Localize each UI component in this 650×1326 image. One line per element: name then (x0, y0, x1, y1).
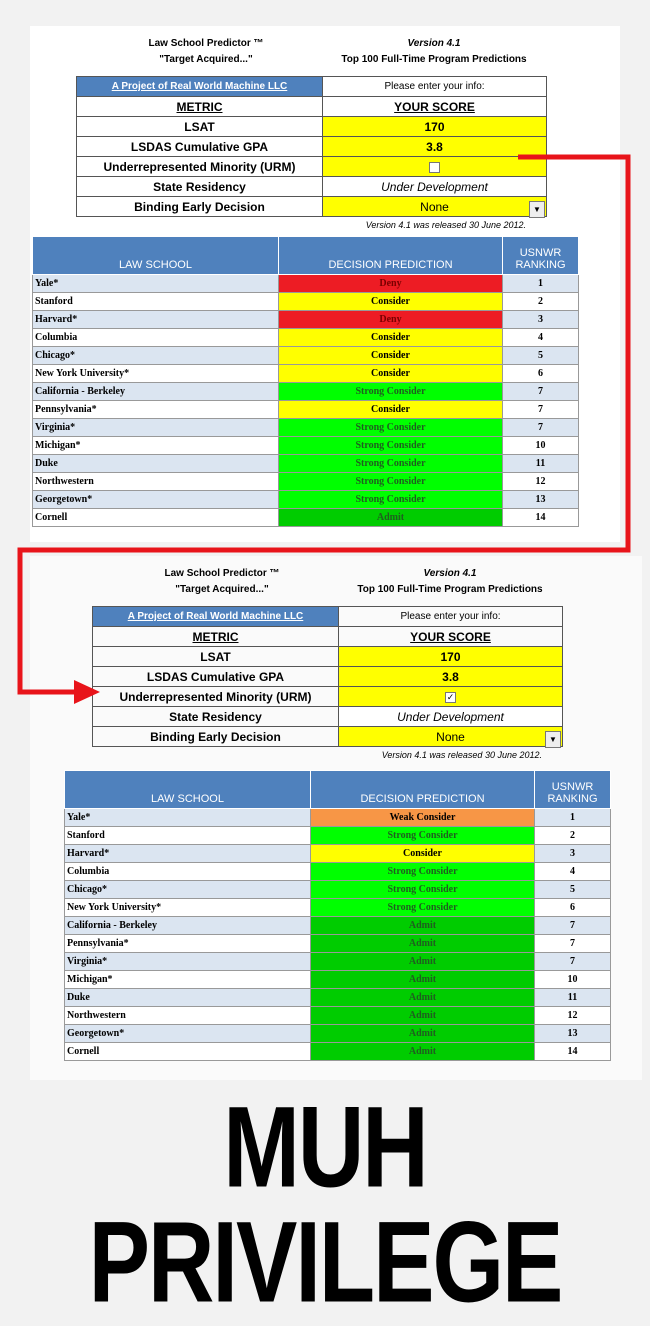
usnwr-rank: 12 (503, 473, 579, 491)
residency-value: Under Development (323, 177, 547, 197)
gpa-label: LSDAS Cumulative GPA (93, 667, 339, 687)
usnwr-rank: 1 (535, 809, 611, 827)
school-name: Virginia* (33, 419, 279, 437)
school-name: Stanford (65, 827, 311, 845)
lsat-input[interactable]: 170 (323, 117, 547, 137)
metric-table (76, 76, 547, 217)
decision-prediction: Admit (311, 917, 535, 935)
decision-prediction: Admit (279, 509, 503, 527)
table-row (33, 491, 579, 509)
enter-info-label: Please enter your info: (339, 607, 563, 627)
decision-prediction: Strong Consider (279, 437, 503, 455)
ranking-header: USNWR RANKING (535, 771, 611, 809)
metric-table (92, 606, 563, 747)
subtitle: Top 100 Full-Time Program Predictions (341, 54, 527, 65)
gpa-label: LSDAS Cumulative GPA (77, 137, 323, 157)
table-row (33, 329, 579, 347)
bed-selected-value: None (420, 199, 449, 214)
school-name: New York University* (33, 365, 279, 383)
gpa-input[interactable]: 3.8 (323, 137, 547, 157)
table-row (33, 365, 579, 383)
score-column-header: YOUR SCORE (339, 627, 563, 647)
table-row (65, 917, 611, 935)
usnwr-rank: 7 (503, 401, 579, 419)
enter-info-label: Please enter your info: (323, 77, 547, 97)
school-name: California - Berkeley (33, 383, 279, 401)
urm-cell (339, 687, 563, 707)
table-row (33, 401, 579, 419)
project-link[interactable]: A Project of Real World Machine LLC (77, 77, 323, 97)
school-name: Duke (65, 989, 311, 1007)
decision-prediction: Strong Consider (311, 881, 535, 899)
usnwr-rank: 12 (535, 1007, 611, 1025)
meme-caption: MUH PRIVILEGE (88, 1083, 562, 1326)
usnwr-rank: 6 (535, 899, 611, 917)
table-row (33, 311, 579, 329)
score-column-header: YOUR SCORE (323, 97, 547, 117)
table-row (33, 473, 579, 491)
residency-value: Under Development (339, 707, 563, 727)
decision-prediction: Consider (279, 365, 503, 383)
table-row (33, 455, 579, 473)
usnwr-rank: 7 (503, 419, 579, 437)
version-label: Version 4.1 (423, 568, 477, 579)
usnwr-rank: 11 (503, 455, 579, 473)
table-row (65, 935, 611, 953)
school-name: Columbia (33, 329, 279, 347)
ranking-header: USNWR RANKING (503, 237, 579, 275)
school-name: Pennsylvania* (65, 935, 311, 953)
decision-prediction: Consider (279, 293, 503, 311)
school-name: Stanford (33, 293, 279, 311)
decision-prediction: Admit (311, 1025, 535, 1043)
table-row (65, 863, 611, 881)
school-name: Michigan* (65, 971, 311, 989)
usnwr-rank: 7 (535, 953, 611, 971)
dropdown-arrow-icon[interactable]: ▼ (529, 201, 545, 218)
table-row (65, 1025, 611, 1043)
decision-prediction: Consider (311, 845, 535, 863)
gpa-input[interactable]: 3.8 (339, 667, 563, 687)
release-note: Version 4.1 was released 30 June 2012. (365, 220, 526, 230)
usnwr-rank: 1 (503, 275, 579, 293)
tagline: "Target Acquired..." (175, 584, 269, 595)
table-row (33, 383, 579, 401)
results-table-after (64, 770, 611, 1061)
school-name: Georgetown* (65, 1025, 311, 1043)
prediction-table (32, 236, 579, 527)
table-row (33, 419, 579, 437)
decision-prediction: Strong Consider (311, 863, 535, 881)
subtitle: Top 100 Full-Time Program Predictions (357, 584, 543, 595)
school-name: Yale* (33, 275, 279, 293)
usnwr-rank: 4 (503, 329, 579, 347)
project-link[interactable]: A Project of Real World Machine LLC (93, 607, 339, 627)
table-row (33, 509, 579, 527)
decision-prediction: Strong Consider (311, 899, 535, 917)
metric-column-header: METRIC (77, 97, 323, 117)
urm-label: Underrepresented Minority (URM) (93, 687, 339, 707)
usnwr-rank: 14 (503, 509, 579, 527)
decision-prediction: Admit (311, 953, 535, 971)
metric-column-header: METRIC (93, 627, 339, 647)
table-row (65, 1043, 611, 1061)
school-name: Virginia* (65, 953, 311, 971)
table-row (33, 275, 579, 293)
school-name: California - Berkeley (65, 917, 311, 935)
school-name: Chicago* (65, 881, 311, 899)
school-name: Georgetown* (33, 491, 279, 509)
decision-prediction: Admit (311, 935, 535, 953)
bed-select[interactable] (323, 197, 547, 217)
law-school-header: LAW SCHOOL (33, 237, 279, 275)
school-name: Chicago* (33, 347, 279, 365)
bed-selected-value: None (436, 729, 465, 744)
usnwr-rank: 3 (503, 311, 579, 329)
dropdown-arrow-icon[interactable]: ▼ (545, 731, 561, 748)
table-row (65, 1007, 611, 1025)
bed-select[interactable] (339, 727, 563, 747)
decision-prediction: Strong Consider (279, 383, 503, 401)
usnwr-rank: 13 (503, 491, 579, 509)
decision-prediction: Strong Consider (279, 473, 503, 491)
urm-checkbox[interactable]: ✓ (446, 691, 455, 702)
usnwr-rank: 7 (535, 917, 611, 935)
usnwr-rank: 2 (503, 293, 579, 311)
school-name: Michigan* (33, 437, 279, 455)
table-row (65, 899, 611, 917)
usnwr-rank: 2 (535, 827, 611, 845)
usnwr-rank: 10 (535, 971, 611, 989)
input-form-before (76, 34, 547, 230)
usnwr-rank: 7 (503, 383, 579, 401)
decision-prediction: Admit (311, 1043, 535, 1061)
decision-prediction: Strong Consider (279, 491, 503, 509)
decision-prediction: Strong Consider (279, 419, 503, 437)
prediction-header: DECISION PREDICTION (279, 237, 503, 275)
school-name: Harvard* (65, 845, 311, 863)
app-name: Law School Predictor ™ (164, 568, 280, 579)
decision-prediction: Admit (311, 989, 535, 1007)
school-name: Cornell (33, 509, 279, 527)
usnwr-rank: 5 (503, 347, 579, 365)
school-name: New York University* (65, 899, 311, 917)
usnwr-rank: 4 (535, 863, 611, 881)
urm-cell (323, 157, 547, 177)
usnwr-rank: 11 (535, 989, 611, 1007)
law-school-header: LAW SCHOOL (65, 771, 311, 809)
usnwr-rank: 6 (503, 365, 579, 383)
table-row (65, 989, 611, 1007)
decision-prediction: Consider (279, 347, 503, 365)
decision-prediction: Admit (311, 1007, 535, 1025)
lsat-label: LSAT (93, 647, 339, 667)
table-row (65, 881, 611, 899)
usnwr-rank: 14 (535, 1043, 611, 1061)
table-row (65, 809, 611, 827)
usnwr-rank: 13 (535, 1025, 611, 1043)
table-row (65, 827, 611, 845)
school-name: Duke (33, 455, 279, 473)
results-table-before (32, 236, 579, 527)
residency-label: State Residency (77, 177, 323, 197)
urm-checkbox[interactable] (429, 162, 440, 173)
school-name: Cornell (65, 1043, 311, 1061)
tagline: "Target Acquired..." (159, 54, 253, 65)
decision-prediction: Weak Consider (311, 809, 535, 827)
predictor-panel-before (30, 26, 620, 542)
prediction-table (64, 770, 611, 1061)
input-form-after (92, 564, 563, 760)
decision-prediction: Strong Consider (311, 827, 535, 845)
bed-label: Binding Early Decision (93, 727, 339, 747)
school-name: Pennsylvania* (33, 401, 279, 419)
decision-prediction: Deny (279, 311, 503, 329)
prediction-rows (65, 809, 611, 1061)
school-name: Harvard* (33, 311, 279, 329)
decision-prediction: Strong Consider (279, 455, 503, 473)
usnwr-rank: 10 (503, 437, 579, 455)
decision-prediction: Deny (279, 275, 503, 293)
decision-prediction: Admit (311, 971, 535, 989)
prediction-rows (33, 275, 579, 527)
table-row (33, 293, 579, 311)
predictor-panel-after (30, 556, 642, 1080)
table-row (33, 347, 579, 365)
usnwr-rank: 3 (535, 845, 611, 863)
table-row (33, 437, 579, 455)
table-row (65, 845, 611, 863)
release-note: Version 4.1 was released 30 June 2012. (381, 750, 542, 760)
school-name: Northwestern (33, 473, 279, 491)
usnwr-rank: 5 (535, 881, 611, 899)
decision-prediction: Consider (279, 329, 503, 347)
lsat-input[interactable]: 170 (339, 647, 563, 667)
app-name: Law School Predictor ™ (148, 38, 264, 49)
residency-label: State Residency (93, 707, 339, 727)
version-label: Version 4.1 (407, 38, 461, 49)
decision-prediction: Consider (279, 401, 503, 419)
school-name: Yale* (65, 809, 311, 827)
urm-label: Underrepresented Minority (URM) (77, 157, 323, 177)
usnwr-rank: 7 (535, 935, 611, 953)
table-row (65, 971, 611, 989)
lsat-label: LSAT (77, 117, 323, 137)
form-header (92, 564, 562, 606)
school-name: Columbia (65, 863, 311, 881)
bed-label: Binding Early Decision (77, 197, 323, 217)
prediction-header: DECISION PREDICTION (311, 771, 535, 809)
form-header (76, 34, 546, 76)
table-row (65, 953, 611, 971)
school-name: Northwestern (65, 1007, 311, 1025)
